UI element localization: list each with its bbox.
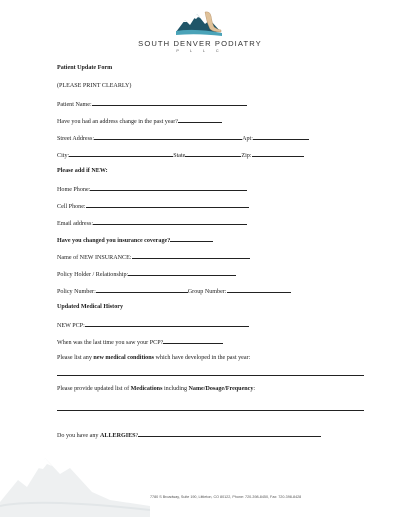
group-number-label: Group Number:	[187, 289, 227, 295]
conditions-answer-line[interactable]	[57, 375, 364, 376]
home-phone-field[interactable]	[90, 184, 247, 191]
street-label: Street Address:	[57, 136, 95, 142]
new-insurance-row	[57, 252, 250, 262]
policy-number-field[interactable]	[96, 286, 188, 293]
cell-phone-row	[57, 201, 249, 211]
apt-field[interactable]	[253, 133, 309, 140]
city-row	[57, 150, 304, 160]
policy-holder-label: Policy Holder / Relationship:	[57, 272, 129, 278]
new-pcp-field[interactable]	[85, 320, 249, 327]
email-row	[57, 218, 247, 228]
email-field[interactable]	[93, 218, 247, 225]
zip-label: Zip:	[241, 153, 252, 159]
patient-name-field[interactable]	[92, 99, 247, 106]
state-label: State	[173, 153, 186, 159]
new-pcp-label: NEW PCP:	[57, 323, 85, 329]
insurance-change-label: Have you changed you insurance coverage?	[57, 238, 171, 244]
insurance-change-row	[57, 235, 213, 245]
allergies-field[interactable]	[138, 430, 321, 437]
policy-number-row	[57, 286, 291, 296]
city-label: City:	[57, 153, 70, 159]
mountain-foot-logo-icon	[175, 8, 225, 38]
print-note: (PLEASE PRINT CLEARLY)	[57, 83, 132, 89]
practice-suffix: P L L C	[176, 49, 224, 53]
policy-holder-row	[57, 269, 236, 279]
address-change-label: Have you had an address change in the past year?	[57, 119, 178, 125]
street-field[interactable]	[94, 133, 242, 140]
insurance-change-field[interactable]	[170, 235, 213, 242]
state-field[interactable]	[185, 150, 241, 157]
conditions-prompt: Please list any new medical conditions which have developed in the past year:	[57, 355, 251, 361]
medications-answer-line[interactable]	[57, 410, 364, 411]
allergies-row: Do you have any ALLERGIES?	[57, 430, 321, 440]
address-change-field[interactable]	[178, 116, 222, 123]
home-phone-row	[57, 184, 247, 194]
medical-history-heading: Updated Medical History	[57, 304, 124, 310]
add-new-heading: Please add if NEW:	[57, 168, 108, 174]
zip-field[interactable]	[252, 150, 304, 157]
home-phone-label: Home Phone:	[57, 187, 91, 193]
last-pcp-label: When was the last time you saw your PCP?	[57, 340, 164, 346]
policy-number-label: Policy Number:	[57, 289, 96, 295]
cell-phone-field[interactable]	[86, 201, 249, 208]
city-field[interactable]	[69, 150, 173, 157]
medications-prompt: Please provide updated list of Medications including Name/Dosage/Frequency:	[57, 386, 256, 392]
group-number-field[interactable]	[227, 286, 291, 293]
form-title: Patient Update Form	[57, 65, 113, 71]
new-insurance-field[interactable]	[132, 252, 250, 259]
practice-logo	[0, 8, 400, 53]
mountain-watermark-icon	[0, 440, 150, 517]
cell-phone-label: Cell Phone:	[57, 204, 86, 210]
new-pcp-row	[57, 320, 249, 330]
email-label: Email address:	[57, 221, 94, 227]
apt-label: Apt:	[242, 136, 253, 142]
patient-name-row	[57, 99, 247, 109]
address-change-row	[57, 116, 222, 126]
patient-name-label: Patient Name:	[57, 102, 92, 108]
last-pcp-row	[57, 337, 223, 347]
footer-address: 7780 S Broadway, Suite 190, Littleton, CO 80122, Phone: 720-398-8450, Fax: 720-398-8428	[150, 495, 302, 499]
last-pcp-field[interactable]	[163, 337, 223, 344]
new-insurance-label: Name of NEW INSURANCE:	[57, 255, 132, 261]
policy-holder-field[interactable]	[128, 269, 236, 276]
practice-name: SOUTH DENVER PODIATRY	[138, 39, 262, 48]
street-row	[57, 133, 309, 143]
